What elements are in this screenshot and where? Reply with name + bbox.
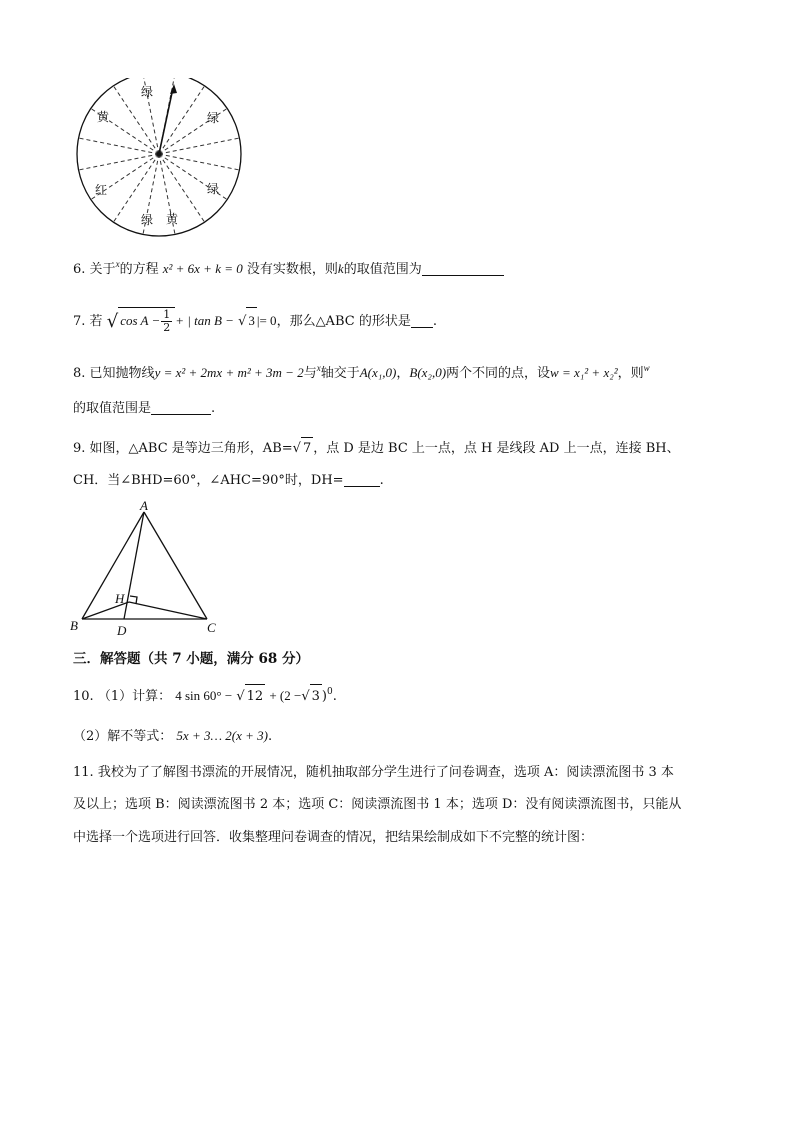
q11-text-3: 中选择一个选项进行回答．收集整理问卷调查的情况，把结果绘制成如下不完整的统计图： (73, 830, 594, 845)
spinner-label-top: 绿 (141, 85, 154, 99)
q6-text-1: 关于 (89, 262, 116, 277)
spinner-label-bottom-right: 黄 (166, 212, 179, 226)
q8-w-definition: w = x₁² + x₂² (550, 365, 618, 380)
q7-text-2: ，那么△ABC 的形状是 (276, 314, 411, 329)
q11-text-1: 我校为了了解图书漂流的开展情况，随机抽取部分学生进行了问卷调查，选项 A：阅读漂流图书 3 本 (97, 765, 674, 780)
question-6 (73, 259, 504, 280)
q8-sep: ， (396, 366, 410, 381)
q10-paren-close: ) (321, 689, 327, 704)
triangle-figure (68, 498, 228, 640)
q8-text-3: 轴交于 (320, 366, 360, 381)
section-heading (73, 649, 309, 669)
q8-parabola: y = x² + 2mx + m² + 3m − 2 (154, 365, 304, 380)
question-number: 10. (73, 689, 94, 704)
q8-text-1: 已知抛物线 (89, 366, 155, 381)
answer-blank[interactable] (411, 313, 433, 328)
question-8-line-1 (73, 363, 650, 384)
q10-exponent: 0 (326, 687, 333, 697)
q6-equation: x² + 6x + k = 0 (162, 261, 243, 276)
q10-period-2: . (267, 729, 273, 744)
answer-blank[interactable] (422, 261, 504, 276)
spinner-circle (77, 78, 241, 236)
q8-text-4: 两个不同的点，设 (446, 366, 551, 381)
q10-part1-label: （1）计算： (97, 689, 172, 704)
spinner-label-upper-right: 绿 (207, 111, 220, 125)
answer-blank[interactable] (151, 400, 211, 415)
spinner-figure (70, 78, 250, 243)
question-7 (73, 307, 437, 335)
question-9-line-1 (73, 437, 680, 460)
q11-text-2: 及以上；选项 B：阅读漂流图书 2 本；选项 C：阅读漂流图书 1 本；选项 D：没有阅读漂流图书，只能从 (73, 797, 682, 812)
q7-tan: + | tan B − (175, 313, 234, 328)
question-number: 8. (73, 366, 86, 381)
vertex-label-d: D (117, 623, 127, 638)
q6-text-4: 的取值范围为 (343, 262, 422, 277)
q6-var-k: k (337, 261, 344, 276)
q10-sin-term: 4 sin 60° − (175, 688, 233, 703)
fraction-den: 2 (163, 321, 171, 334)
spinner-label-left: 红 (95, 183, 108, 197)
q10-paren-open: + (2 − (269, 688, 302, 703)
question-number: 11. (73, 765, 94, 780)
q9-text-2: ，点 D 是边 BC 上一点，点 H 是线段 AD 上一点，连接 BH、 (313, 441, 680, 456)
sqrt-sign: √ (106, 311, 119, 332)
spinner-label-bottom-left: 绿 (141, 213, 154, 227)
question-11-line-2 (73, 795, 681, 815)
q10-period: . (332, 689, 337, 704)
sqrt-cos-expr (118, 307, 175, 335)
question-10-part-2 (73, 726, 272, 747)
q10-part2-label: （2）解不等式： (73, 729, 173, 744)
side-ac (144, 512, 207, 619)
q9-text-1: 如图，△ABC 是等边三角形，AB= (89, 441, 293, 456)
vertex-label-c: C (207, 620, 216, 635)
q9-text-3: CH．当∠BHD=60°，∠AHC=90°时，DH= (73, 473, 344, 488)
q7-cos: cos A − (120, 313, 161, 328)
q9-sqrt7: 7 (301, 437, 313, 460)
spinner-divider (113, 154, 159, 222)
fraction-num: 1 (163, 308, 171, 321)
spinner-label-lower-right: 绿 (207, 182, 220, 196)
vertex-label-h: H (115, 591, 125, 606)
q8-point-b: B(x₂,0) (409, 365, 447, 380)
q7-period: . (432, 314, 437, 329)
q6-text-3: 没有实数根，则 (246, 262, 338, 277)
question-11-line-3 (73, 828, 593, 848)
sqrt-sign: √ (301, 689, 310, 704)
q7-end: |= 0 (256, 313, 277, 328)
question-number: 6. (73, 262, 86, 277)
answer-blank[interactable] (344, 472, 380, 487)
segment-ch (129, 602, 207, 619)
sqrt-sign: √ (292, 441, 301, 456)
question-11-line-1 (73, 763, 674, 783)
q8-var-w: w (643, 363, 650, 373)
q8-line-2: 的取值范围是 (73, 401, 152, 416)
vertex-label-a: A (140, 498, 148, 513)
q10-sqrt3: 3 (310, 684, 322, 709)
question-9-line-2 (73, 471, 384, 491)
q8-var-x: x (316, 363, 321, 373)
q6-var-x: x (115, 259, 120, 269)
sqrt-sign: √ (236, 689, 245, 704)
vertex-label-b: B (70, 618, 78, 633)
question-number: 7. (73, 314, 86, 329)
q7-sqrt3: 3 (246, 307, 257, 334)
question-10-part-1 (73, 684, 337, 709)
q8-text-2: 与 (303, 366, 317, 381)
q7-text-1: 若 (89, 314, 103, 329)
section-heading-text: 三．解答题（共 7 小题，满分 68 分） (73, 651, 309, 667)
fraction-half (161, 309, 172, 334)
q6-text-2: 的方程 (119, 262, 159, 277)
q8-point-a: A(x₁,0) (359, 365, 397, 380)
spinner-pointer (157, 84, 178, 157)
sqrt-sign: √ (238, 314, 247, 329)
spinner-label-upper-left: 黄 (97, 110, 110, 124)
q8-period: . (211, 401, 216, 416)
question-8-line-2 (73, 399, 215, 419)
q10-inequality: 5x + 3… 2(x + 3) (176, 728, 268, 743)
q8-text-5: ，则 (617, 366, 644, 381)
q9-period: . (379, 473, 384, 488)
q10-sqrt12: 12 (245, 684, 266, 709)
question-number: 9. (73, 441, 86, 456)
